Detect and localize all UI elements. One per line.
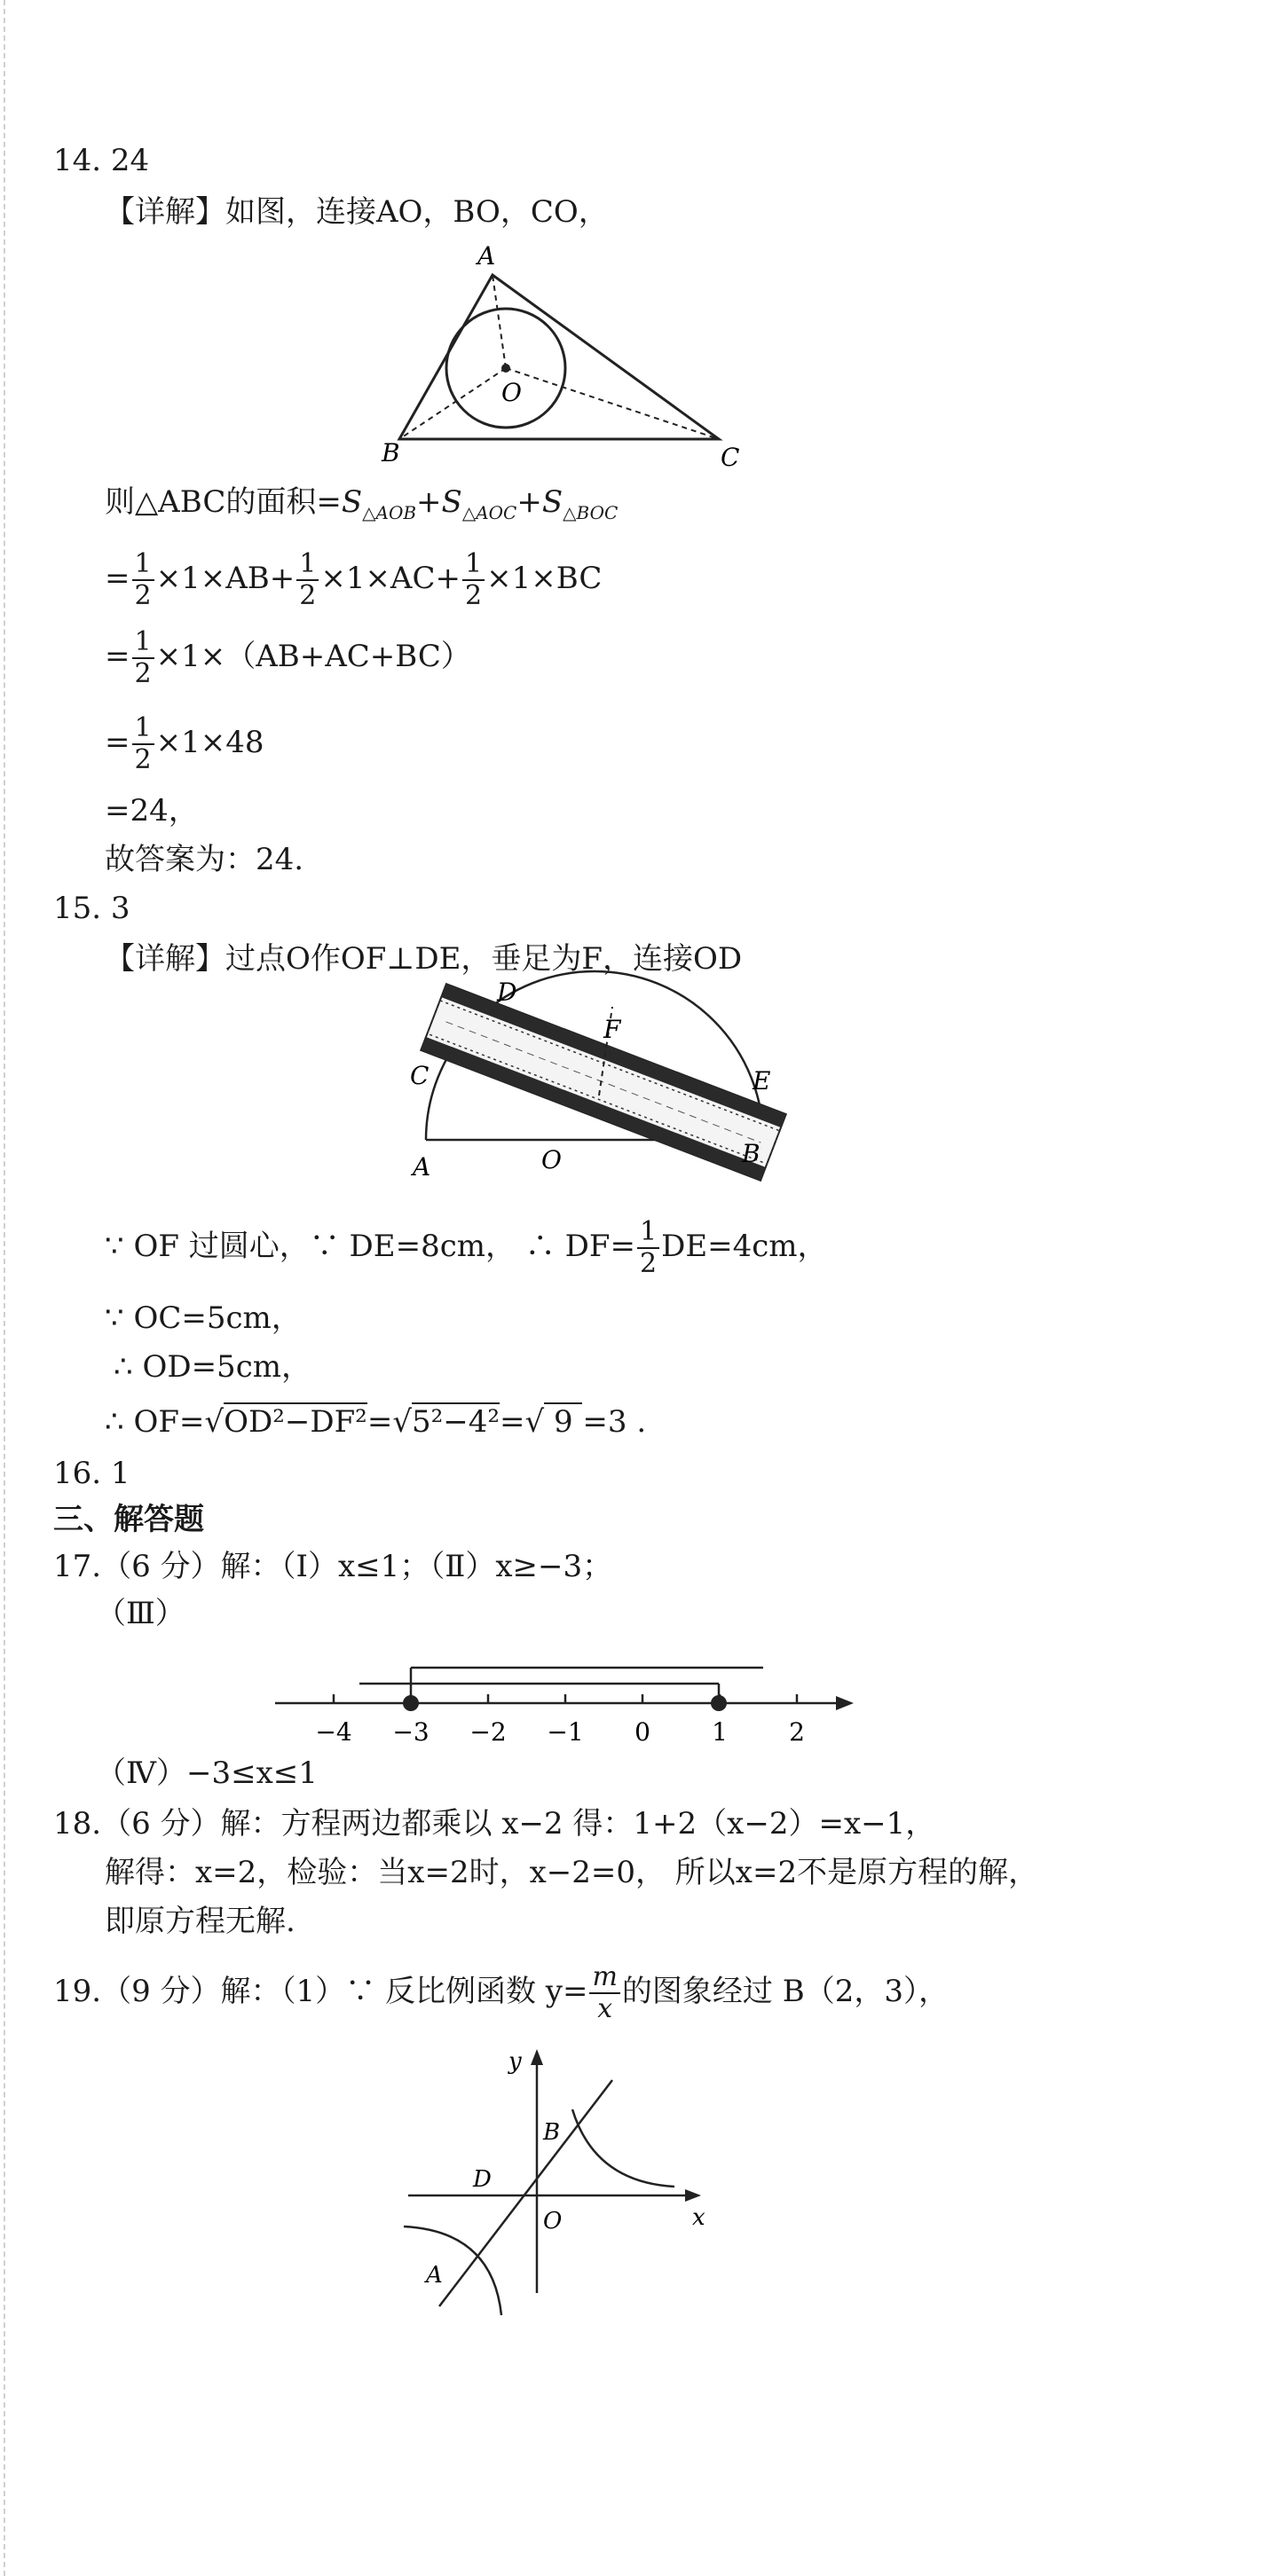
tick-label: −4	[315, 1717, 352, 1747]
label-d: D	[473, 2166, 492, 2193]
hyperbola-branch-1	[572, 2109, 674, 2187]
q15-number: 15. 3	[53, 891, 130, 926]
label-b: B	[382, 438, 400, 467]
label-y: y	[508, 2048, 522, 2075]
q15-line3: ∴ OD=5cm，	[114, 1349, 311, 1385]
label-b: B	[543, 2119, 561, 2146]
q15-line2: ∵ OC=5cm，	[105, 1300, 302, 1336]
section-title: 三、解答题	[53, 1502, 204, 1537]
q14-triangle-figure	[373, 240, 745, 470]
q15-ruler-figure	[399, 978, 772, 1198]
q16-number: 16. 1	[53, 1456, 130, 1491]
tick-label: 2	[789, 1717, 805, 1747]
q14-step3: = $\frac{1}{2}$ ×1×48	[105, 712, 264, 775]
q17-line1: 17.（6 分）解：（Ⅰ）x≤1；（Ⅱ）x≥−3；	[53, 1549, 613, 1584]
label-a: A	[477, 241, 496, 271]
q19-graph	[390, 2040, 728, 2360]
page-edge-dashes	[4, 0, 5, 2576]
q14-step1: = $\frac{1}{2}$ ×1×AB+ $\frac{1}{2}$ ×1×AC+ $\frac{1}{2}$ ×1×BC	[105, 548, 603, 611]
q14-step4: =24，	[105, 793, 199, 829]
label-o: O	[541, 1145, 562, 1174]
q14-detail: 【详解】如图，连接AO，BO，CO，	[105, 194, 609, 230]
tick-label: 1	[712, 1717, 728, 1747]
tick-label: −1	[547, 1717, 584, 1747]
q14-step2: = $\frac{1}{2}$ ×1×（AB+AC+BC）	[105, 626, 471, 689]
q15-line4: ∴ OF=√OD²−DF²=√5²−4²=√ 9 =3 .	[105, 1404, 647, 1440]
ruler	[421, 984, 785, 1181]
linear-function	[439, 2080, 612, 2306]
q17-line2: （Ⅲ）	[96, 1596, 185, 1631]
q14-area-line: 则△ABC的面积$=S_{\triangle AOB}+S_{\triangle AOC}+S_{\triangle BOC}$	[105, 484, 619, 523]
label-c: C	[721, 443, 740, 472]
q14-answer: 故答案为：24.	[105, 842, 304, 877]
q19-line1: 19.（9 分）解：（1）∵ 反比例函数 y= $\frac{m}{x}$ 的图象经过 B（2，3），	[53, 1961, 949, 2024]
center-point	[501, 364, 510, 373]
tick-label: 0	[634, 1717, 650, 1747]
q18-line1: 18.（6 分）解：方程两边都乘以 x−2 得：1+2（x−2）=x−1，	[53, 1806, 936, 1842]
q15-detail: 【详解】过点O作OF⊥DE，垂足为F，连接OD	[105, 941, 743, 977]
label-d: D	[497, 978, 517, 1007]
tick-label: −2	[469, 1717, 507, 1747]
label-o: O	[501, 378, 522, 407]
tick-label: −3	[392, 1717, 430, 1747]
hyperbola-branch-2	[404, 2227, 501, 2315]
q17-line-last: （Ⅳ）−3≤x≤1	[96, 1755, 318, 1791]
q17-number-line	[275, 1632, 861, 1756]
q14-number: 14. 24	[53, 143, 150, 178]
q15-line1: ∵ OF 过圆心，∵ DE=8cm， ∴ DF= $\frac{1}{2}$ DE=4cm，	[105, 1216, 828, 1279]
q18-line2: 解得：x=2，检验：当x=2时，x−2=0， 所以x=2不是原方程的解，	[105, 1855, 1039, 1890]
label-a: A	[426, 2262, 443, 2289]
label-e: E	[753, 1066, 771, 1096]
label-a: A	[413, 1152, 431, 1182]
label-x: x	[692, 2204, 705, 2231]
axis-arrow	[836, 1696, 854, 1710]
label-f: F	[603, 1015, 621, 1044]
label-b: B	[742, 1139, 761, 1168]
label-o: O	[543, 2208, 563, 2234]
q18-line3: 即原方程无解.	[105, 1904, 296, 1939]
label-c: C	[410, 1061, 430, 1090]
